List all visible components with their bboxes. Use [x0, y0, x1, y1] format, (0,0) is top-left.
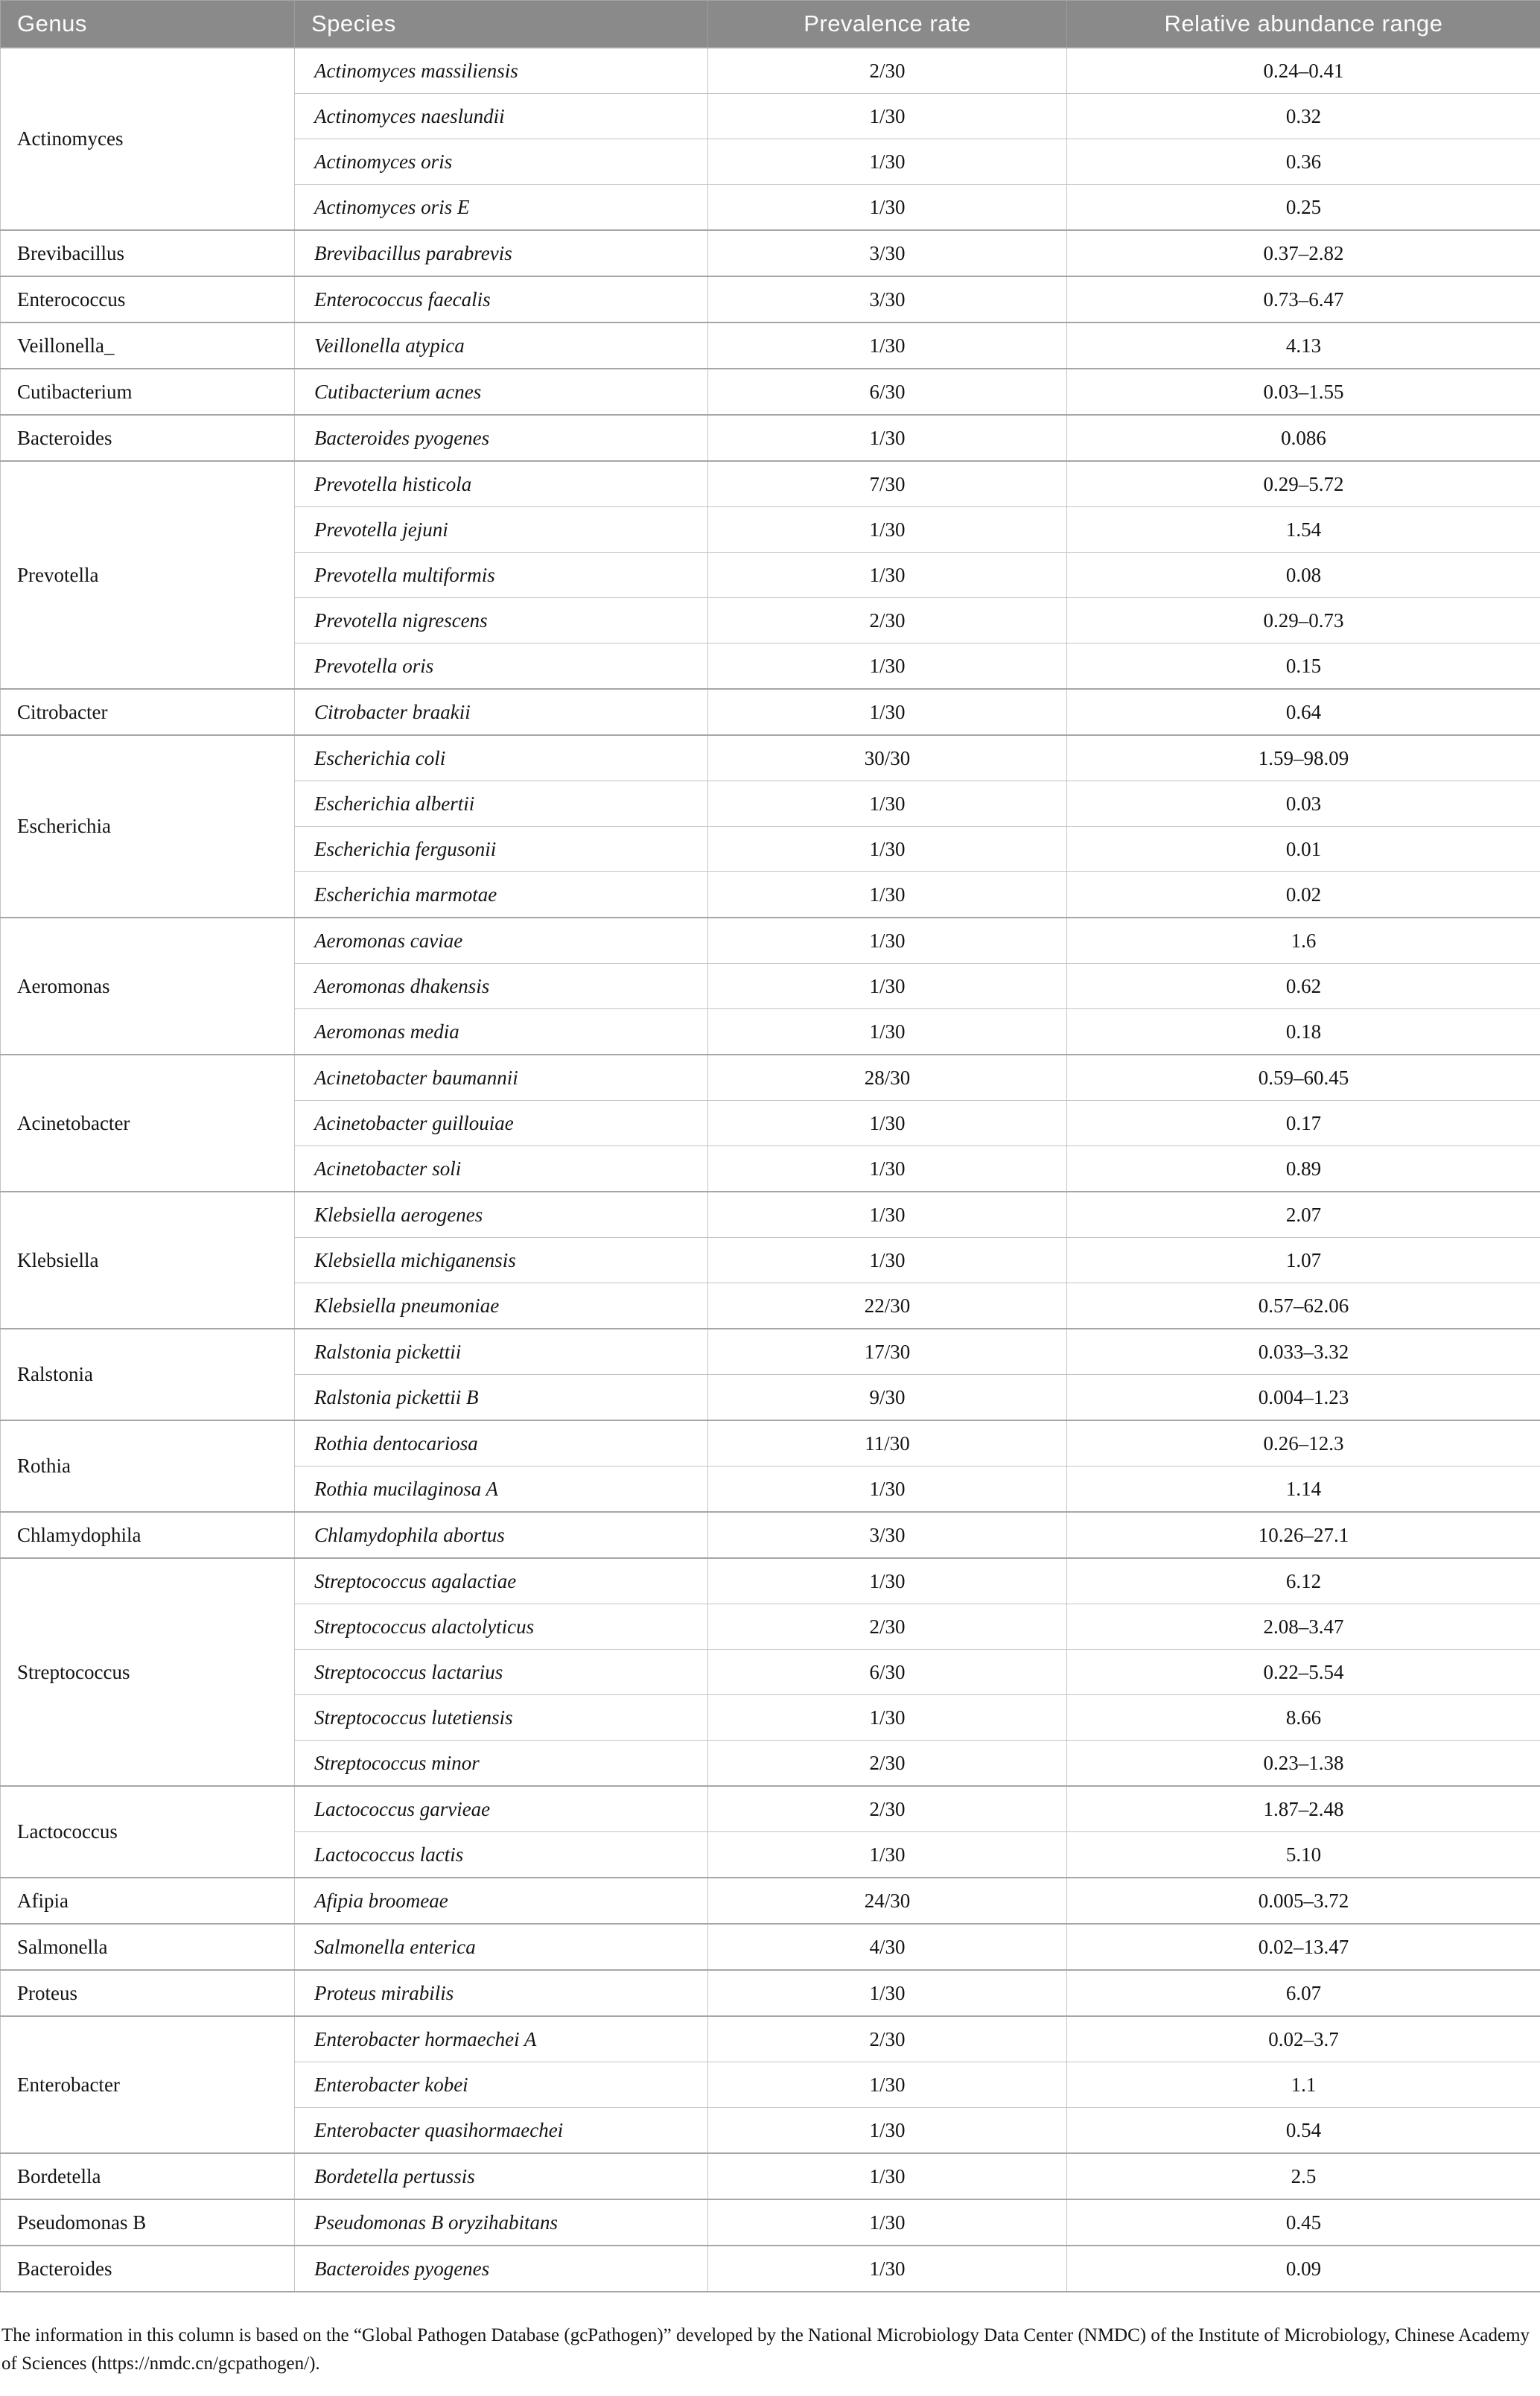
prevalence-cell: 3/30	[708, 230, 1067, 276]
table-row	[1, 1786, 1540, 1832]
species-cell: Afipia broomeae	[295, 1878, 708, 1924]
species-cell: Escherichia marmotae	[295, 872, 708, 918]
prevalence-cell: 1/30	[708, 827, 1067, 872]
abundance-range-cell: 6.07	[1067, 1970, 1540, 2016]
species-cell: Aeromonas dhakensis	[295, 964, 708, 1009]
table-row	[1, 230, 1540, 276]
genus-cell: Acinetobacter	[1, 1055, 295, 1192]
prevalence-cell: 1/30	[708, 1009, 1067, 1055]
table-row	[1, 48, 1540, 94]
prevalence-cell: 1/30	[708, 507, 1067, 553]
abundance-range-cell: 0.29–5.72	[1067, 461, 1540, 507]
genus-cell: Pseudomonas B	[1, 2199, 295, 2246]
species-cell: Bacteroides pyogenes	[295, 2246, 708, 2292]
species-cell: Rothia dentocariosa	[295, 1420, 708, 1466]
header-row	[1, 1, 1540, 48]
abundance-range-cell: 0.18	[1067, 1009, 1540, 1055]
abundance-range-cell: 0.02–13.47	[1067, 1924, 1540, 1970]
prevalence-cell: 1/30	[708, 2199, 1067, 2246]
abundance-range-cell: 0.26–12.3	[1067, 1420, 1540, 1466]
abundance-range-cell: 0.22–5.54	[1067, 1650, 1540, 1695]
abundance-range-cell: 0.36	[1067, 139, 1540, 185]
abundance-range-cell: 0.01	[1067, 827, 1540, 872]
prevalence-cell: 3/30	[708, 276, 1067, 322]
prevalence-cell: 2/30	[708, 2016, 1067, 2062]
table-footnote: The information in this column is based on the “Global Pathogen Database (gcPathogen)” developed by the National Microbiology Data Center (NMDC) of the Institute of Microbiology, Chinese Academy of Sciences (https://nmdc.cn/gcpathogen/).	[0, 2311, 1540, 2377]
abundance-range-cell: 0.25	[1067, 185, 1540, 231]
prevalence-cell: 1/30	[708, 1832, 1067, 1878]
species-cell: Lactococcus garvieae	[295, 1786, 708, 1832]
abundance-range-cell: 1.07	[1067, 1238, 1540, 1283]
abundance-range-cell: 0.033–3.32	[1067, 1329, 1540, 1375]
prevalence-cell: 1/30	[708, 94, 1067, 139]
prevalence-cell: 1/30	[708, 689, 1067, 735]
prevalence-cell: 3/30	[708, 1512, 1067, 1558]
abundance-range-cell: 0.09	[1067, 2246, 1540, 2292]
abundance-range-cell: 0.29–0.73	[1067, 598, 1540, 644]
prevalence-cell: 1/30	[708, 139, 1067, 185]
abundance-range-cell: 2.08–3.47	[1067, 1604, 1540, 1650]
prevalence-cell: 1/30	[708, 1146, 1067, 1192]
genus-cell: Citrobacter	[1, 689, 295, 735]
table-row	[1, 1055, 1540, 1101]
abundance-range-cell: 0.03–1.55	[1067, 369, 1540, 415]
genus-cell: Aeromonas	[1, 918, 295, 1055]
species-cell: Prevotella oris	[295, 644, 708, 690]
species-cell: Brevibacillus parabrevis	[295, 230, 708, 276]
species-cell: Ralstonia pickettii	[295, 1329, 708, 1375]
prevalence-cell: 6/30	[708, 369, 1067, 415]
prevalence-cell: 1/30	[708, 781, 1067, 827]
prevalence-cell: 1/30	[708, 1970, 1067, 2016]
species-cell: Enterobacter kobei	[295, 2062, 708, 2108]
prevalence-cell: 2/30	[708, 48, 1067, 94]
abundance-range-cell: 1.1	[1067, 2062, 1540, 2108]
genus-cell: Bordetella	[1, 2153, 295, 2199]
table-row	[1, 2199, 1540, 2246]
genus-cell: Bacteroides	[1, 2246, 295, 2292]
species-cell: Prevotella multiformis	[295, 553, 708, 598]
abundance-range-cell: 1.6	[1067, 918, 1540, 964]
species-cell: Pseudomonas B oryzihabitans	[295, 2199, 708, 2246]
abundance-range-cell: 8.66	[1067, 1695, 1540, 1741]
abundance-range-cell: 2.5	[1067, 2153, 1540, 2199]
table-row	[1, 369, 1540, 415]
table-row	[1, 1970, 1540, 2016]
species-cell: Escherichia fergusonii	[295, 827, 708, 872]
genus-cell: Brevibacillus	[1, 230, 295, 276]
prevalence-cell: 1/30	[708, 1466, 1067, 1513]
species-cell: Actinomyces oris E	[295, 185, 708, 231]
table-row	[1, 918, 1540, 964]
prevalence-cell: 24/30	[708, 1878, 1067, 1924]
species-cell: Acinetobacter baumannii	[295, 1055, 708, 1101]
table-row	[1, 461, 1540, 507]
species-cell: Prevotella jejuni	[295, 507, 708, 553]
prevalence-cell: 1/30	[708, 1695, 1067, 1741]
species-cell: Klebsiella michiganensis	[295, 1238, 708, 1283]
table-row	[1, 1329, 1540, 1375]
column-header-abundance: Relative abundance range	[1067, 1, 1540, 48]
species-cell: Actinomyces naeslundii	[295, 94, 708, 139]
table-header	[1, 1, 1540, 48]
abundance-range-cell: 0.45	[1067, 2199, 1540, 2246]
species-cell: Enterobacter hormaechei A	[295, 2016, 708, 2062]
prevalence-cell: 1/30	[708, 1101, 1067, 1146]
prevalence-cell: 17/30	[708, 1329, 1067, 1375]
genus-cell: Streptococcus	[1, 1558, 295, 1786]
abundance-range-cell: 0.086	[1067, 415, 1540, 461]
genus-cell: Rothia	[1, 1420, 295, 1512]
abundance-range-cell: 0.08	[1067, 553, 1540, 598]
table-row	[1, 1192, 1540, 1238]
species-cell: Enterococcus faecalis	[295, 276, 708, 322]
prevalence-cell: 22/30	[708, 1283, 1067, 1329]
species-cell: Salmonella enterica	[295, 1924, 708, 1970]
abundance-range-cell: 5.10	[1067, 1832, 1540, 1878]
species-cell: Acinetobacter guillouiae	[295, 1101, 708, 1146]
prevalence-cell: 1/30	[708, 553, 1067, 598]
prevalence-cell: 1/30	[708, 185, 1067, 231]
prevalence-cell: 2/30	[708, 1741, 1067, 1787]
prevalence-cell: 1/30	[708, 415, 1067, 461]
prevalence-cell: 1/30	[708, 2062, 1067, 2108]
prevalence-cell: 28/30	[708, 1055, 1067, 1101]
prevalence-cell: 4/30	[708, 1924, 1067, 1970]
genus-cell: Prevotella	[1, 461, 295, 689]
table-row	[1, 2246, 1540, 2292]
prevalence-cell: 1/30	[708, 322, 1067, 369]
abundance-range-cell: 0.64	[1067, 689, 1540, 735]
prevalence-cell: 1/30	[708, 2153, 1067, 2199]
abundance-range-cell: 2.07	[1067, 1192, 1540, 1238]
abundance-range-cell: 0.005–3.72	[1067, 1878, 1540, 1924]
abundance-range-cell: 0.24–0.41	[1067, 48, 1540, 94]
species-cell: Rothia mucilaginosa A	[295, 1466, 708, 1513]
species-cell: Citrobacter braakii	[295, 689, 708, 735]
table-row	[1, 415, 1540, 461]
species-cell: Streptococcus alactolyticus	[295, 1604, 708, 1650]
species-cell: Streptococcus lactarius	[295, 1650, 708, 1695]
table-row	[1, 276, 1540, 322]
genus-cell: Lactococcus	[1, 1786, 295, 1878]
table-row	[1, 1420, 1540, 1466]
abundance-range-cell: 0.03	[1067, 781, 1540, 827]
species-cell: Acinetobacter soli	[295, 1146, 708, 1192]
species-cell: Actinomyces oris	[295, 139, 708, 185]
species-cell: Prevotella histicola	[295, 461, 708, 507]
prevalence-cell: 1/30	[708, 964, 1067, 1009]
abundance-range-cell: 1.54	[1067, 507, 1540, 553]
species-cell: Cutibacterium acnes	[295, 369, 708, 415]
prevalence-cell: 7/30	[708, 461, 1067, 507]
abundance-range-cell: 0.57–62.06	[1067, 1283, 1540, 1329]
genus-cell: Escherichia	[1, 735, 295, 918]
abundance-range-cell: 0.37–2.82	[1067, 230, 1540, 276]
species-cell: Klebsiella aerogenes	[295, 1192, 708, 1238]
species-cell: Escherichia coli	[295, 735, 708, 781]
genus-cell: Ralstonia	[1, 1329, 295, 1420]
species-cell: Aeromonas caviae	[295, 918, 708, 964]
column-header-genus: Genus	[1, 1, 295, 48]
abundance-range-cell: 0.17	[1067, 1101, 1540, 1146]
prevalence-cell: 1/30	[708, 2246, 1067, 2292]
abundance-range-cell: 0.89	[1067, 1146, 1540, 1192]
table-row	[1, 689, 1540, 735]
column-header-prevalence: Prevalence rate	[708, 1, 1067, 48]
species-cell: Escherichia albertii	[295, 781, 708, 827]
species-cell: Proteus mirabilis	[295, 1970, 708, 2016]
genus-cell: Chlamydophila	[1, 1512, 295, 1558]
prevalence-cell: 2/30	[708, 1786, 1067, 1832]
table-row	[1, 322, 1540, 369]
prevalence-cell: 6/30	[708, 1650, 1067, 1695]
prevalence-cell: 11/30	[708, 1420, 1067, 1466]
genus-cell: Actinomyces	[1, 48, 295, 230]
abundance-range-cell: 6.12	[1067, 1558, 1540, 1604]
abundance-range-cell: 1.87–2.48	[1067, 1786, 1540, 1832]
prevalence-cell: 2/30	[708, 1604, 1067, 1650]
species-cell: Streptococcus lutetiensis	[295, 1695, 708, 1741]
species-cell: Streptococcus agalactiae	[295, 1558, 708, 1604]
abundance-range-cell: 1.14	[1067, 1466, 1540, 1513]
genus-cell: Afipia	[1, 1878, 295, 1924]
abundance-range-cell: 0.23–1.38	[1067, 1741, 1540, 1787]
species-cell: Prevotella nigrescens	[295, 598, 708, 644]
table-row	[1, 1878, 1540, 1924]
prevalence-cell: 30/30	[708, 735, 1067, 781]
species-cell: Aeromonas media	[295, 1009, 708, 1055]
species-cell: Bordetella pertussis	[295, 2153, 708, 2199]
genus-cell: Enterococcus	[1, 276, 295, 322]
table-body	[1, 48, 1540, 2292]
genus-cell: Bacteroides	[1, 415, 295, 461]
species-cell: Streptococcus minor	[295, 1741, 708, 1787]
species-cell: Klebsiella pneumoniae	[295, 1283, 708, 1329]
table-row	[1, 2016, 1540, 2062]
abundance-range-cell: 0.02–3.7	[1067, 2016, 1540, 2062]
table-row	[1, 2153, 1540, 2199]
species-cell: Veillonella atypica	[295, 322, 708, 369]
abundance-range-cell: 0.15	[1067, 644, 1540, 690]
abundance-range-cell: 0.62	[1067, 964, 1540, 1009]
abundance-range-cell: 0.02	[1067, 872, 1540, 918]
genus-cell: Salmonella	[1, 1924, 295, 1970]
abundance-range-cell: 0.32	[1067, 94, 1540, 139]
abundance-range-cell: 4.13	[1067, 322, 1540, 369]
table-row	[1, 1924, 1540, 1970]
abundance-range-cell: 10.26–27.1	[1067, 1512, 1540, 1558]
prevalence-cell: 1/30	[708, 2108, 1067, 2154]
prevalence-cell: 1/30	[708, 1558, 1067, 1604]
genus-cell: Klebsiella	[1, 1192, 295, 1329]
prevalence-cell: 1/30	[708, 918, 1067, 964]
prevalence-cell: 1/30	[708, 1238, 1067, 1283]
prevalence-cell: 1/30	[708, 644, 1067, 690]
abundance-range-cell: 0.73–6.47	[1067, 276, 1540, 322]
species-cell: Lactococcus lactis	[295, 1832, 708, 1878]
genus-cell: Veillonella_	[1, 322, 295, 369]
species-cell: Actinomyces massiliensis	[295, 48, 708, 94]
genus-cell: Enterobacter	[1, 2016, 295, 2153]
abundance-range-cell: 0.54	[1067, 2108, 1540, 2154]
table-row	[1, 1512, 1540, 1558]
prevalence-cell: 1/30	[708, 1192, 1067, 1238]
table-row	[1, 1558, 1540, 1604]
species-cell: Enterobacter quasihormaechei	[295, 2108, 708, 2154]
column-header-species: Species	[295, 1, 708, 48]
species-cell: Chlamydophila abortus	[295, 1512, 708, 1558]
prevalence-cell: 2/30	[708, 598, 1067, 644]
abundance-range-cell: 1.59–98.09	[1067, 735, 1540, 781]
genus-cell: Cutibacterium	[1, 369, 295, 415]
prevalence-cell: 1/30	[708, 872, 1067, 918]
species-cell: Ralstonia pickettii B	[295, 1375, 708, 1421]
abundance-range-cell: 0.004–1.23	[1067, 1375, 1540, 1421]
prevalence-cell: 9/30	[708, 1375, 1067, 1421]
abundance-range-cell: 0.59–60.45	[1067, 1055, 1540, 1101]
genus-cell: Proteus	[1, 1970, 295, 2016]
table-row	[1, 735, 1540, 781]
species-cell: Bacteroides pyogenes	[295, 415, 708, 461]
